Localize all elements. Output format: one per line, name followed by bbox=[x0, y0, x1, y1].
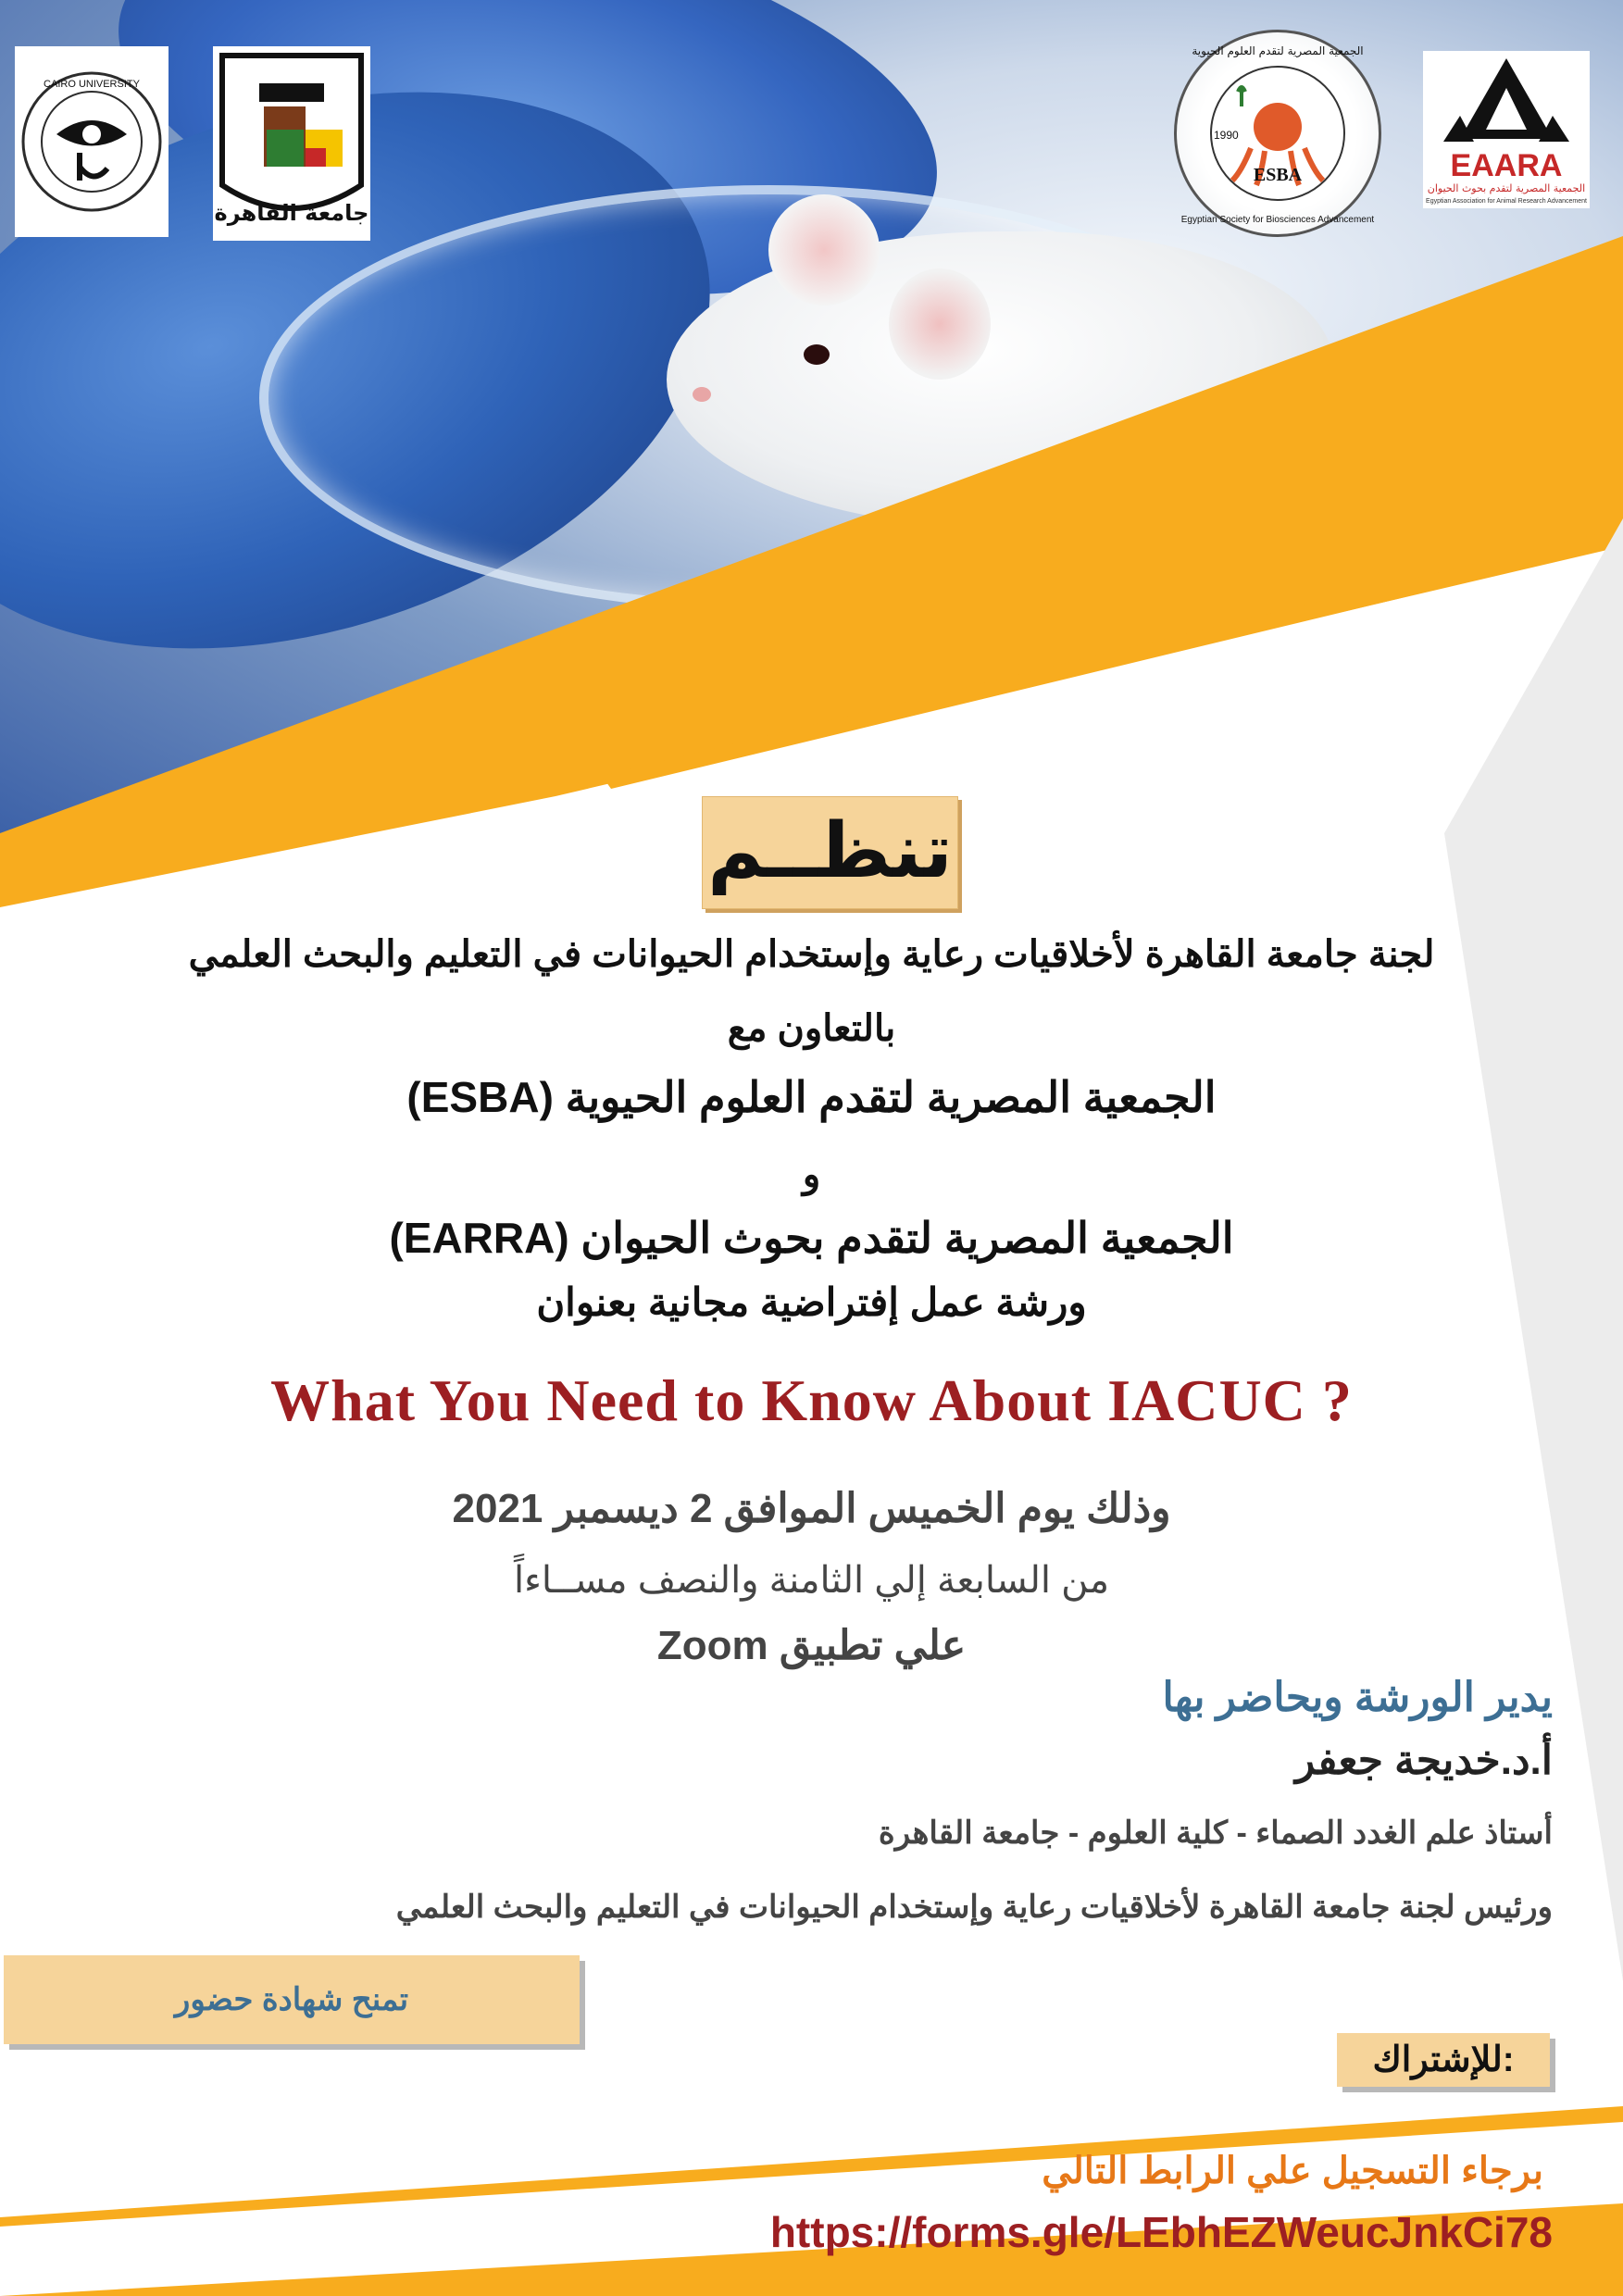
register-label: للإشتراك: bbox=[1372, 2040, 1515, 2079]
registration-link[interactable]: https://forms.gle/LEbhEZWeucJnkCi78 bbox=[769, 2208, 1553, 2256]
speaker-heading: يدير الورشة ويحاضر بها bbox=[1162, 1675, 1553, 1720]
svg-text:جامعة القاهرة: جامعة القاهرة bbox=[214, 200, 369, 226]
certificate-label: تمنح شهادة حضور bbox=[174, 1982, 409, 2017]
esba-logo bbox=[1174, 30, 1381, 237]
and-line: و bbox=[802, 1154, 821, 1195]
partner-earra: الجمعية المصرية لتقدم بحوث الحيوان (EARRA) bbox=[389, 1214, 1234, 1262]
speaker-title-2: ورئيس لجنة جامعة القاهرة لأخلاقيات رعاية وإستخدام الحيوانات في التعليم والبحث العلمي bbox=[395, 1890, 1553, 1925]
workshop-intro: ورشة عمل إفتراضية مجانية بعنوان bbox=[536, 1280, 1087, 1324]
speaker-title-1: أستاذ علم الغدد الصماء - كلية العلوم - جامعة القاهرة bbox=[878, 1816, 1553, 1851]
organize-label: تنظــم bbox=[707, 807, 953, 895]
eaara-logo bbox=[1423, 51, 1590, 208]
svg-text:Egyptian Society for Bioscienc: Egyptian Society for Biosciences Advancement bbox=[1180, 215, 1375, 225]
time-line: من السابعة إلي الثامنة والنصف مســاءاً bbox=[513, 1560, 1110, 1601]
register-label-box bbox=[1337, 2033, 1550, 2087]
svg-text:1990: 1990 bbox=[1214, 129, 1239, 142]
register-note: برجاء التسجيل علي الرابط التالي bbox=[1042, 2151, 1543, 2191]
organize-label-box bbox=[702, 796, 958, 909]
workshop-title: What You Need to Know About IACUC ? bbox=[270, 1367, 1353, 1433]
cairo-university-logo bbox=[213, 46, 370, 241]
svg-text:الجمعية المصرية لتقدم العلوم ا: الجمعية المصرية لتقدم العلوم الحيوية bbox=[1192, 44, 1364, 57]
platform-line: علي تطبيق Zoom bbox=[656, 1623, 967, 1668]
organizer-line: لجنة جامعة القاهرة لأخلاقيات رعاية وإستخدام الحيوانات في التعليم والبحث العلمي bbox=[188, 934, 1435, 975]
speaker-name: أ.د.خديجة جعفر bbox=[1295, 1738, 1553, 1783]
cairo-university-iacuc-logo bbox=[15, 46, 169, 237]
svg-text:Egyptian Association for Anima: Egyptian Association for Animal Research Advancement bbox=[1426, 198, 1587, 205]
partner-esba: الجمعية المصرية لتقدم العلوم الحيوية (ESBA) bbox=[406, 1073, 1217, 1121]
date-line: وذلك يوم الخميس الموافق 2 ديسمبر 2021 bbox=[452, 1486, 1171, 1531]
svg-text:ESBA: ESBA bbox=[1253, 165, 1303, 185]
cooperation-line: بالتعاون مع bbox=[727, 1008, 896, 1049]
svg-text:الجمعية المصرية لتقدم بحوث الح: الجمعية المصرية لتقدم بحوث الحيوان bbox=[1427, 182, 1586, 194]
certificate-box bbox=[4, 1955, 580, 2044]
svg-text:EAARA: EAARA bbox=[1450, 148, 1563, 183]
svg-text:CAIRO UNIVERSITY: CAIRO UNIVERSITY bbox=[44, 79, 140, 90]
